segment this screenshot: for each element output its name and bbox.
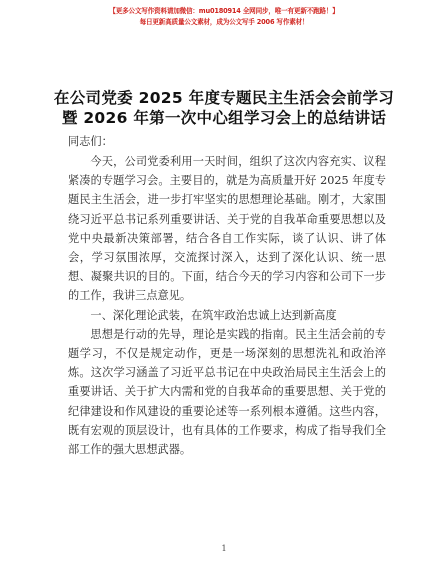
promo-banner-line-2: 每日更新高质量公文素材，成为公文写手 2006 写作素材！ [139,18,309,26]
promo-banner-line-1: 【更多公文写作资料请加微信：mu0180914 全网同步，唯一有更新不跑路！】 [109,7,339,15]
document-title-line-2: 暨 2026 年第一次中心组学习会上的总结讲话 [61,109,387,127]
document-body [68,152,386,459]
paragraph-section-1: 思想是行动的先导，理论是实践的指南。民主生活会前的专题学习，不仅是规定动作，更是一场深刻的思想洗礼和政治淬炼。这次学习涵盖了习近平总书记在中央政治局民主生活会上的重要讲话、关于扩大内需和党的自我革命的重要思想、关于党的纪律建设和作风建设的重要论述等一系列根本遵循。这些内容，既有宏观的顶层设计，也有具体的工作要求，构成了指导我们全部工作的强大思想武器。 [68,327,386,457]
section-heading-1: 一、深化理论武装，在筑牢政治忠诚上达到新高度 [90,308,337,322]
salutation: 同志们： [68,135,113,148]
document-title-line-1: 在公司党委 2025 年度专题民主生活会会前学习 [53,89,395,107]
paragraph-intro: 今天，公司党委利用一天时间，组织了这次内容充实、议程紧凑的专题学习会。主要目的，就是为高质量开好 2025 年度专题民主生活会，进一步打牢坚实的思想理论基础。刚才，大家围绕习近平总书记系列重要讲话、关于党的自我革命重要思想以及党中央最新决策部署，结合各自工作实际，谈了认识、讲了体会，学习氛围浓厚，交流探讨深入，达到了深化认识、统一思想、凝聚共识的目的。下面，结合今天的学习内容和公司下一步的工作，我讲三点意见。 [68,155,386,303]
page-number: 1 [221,544,227,553]
